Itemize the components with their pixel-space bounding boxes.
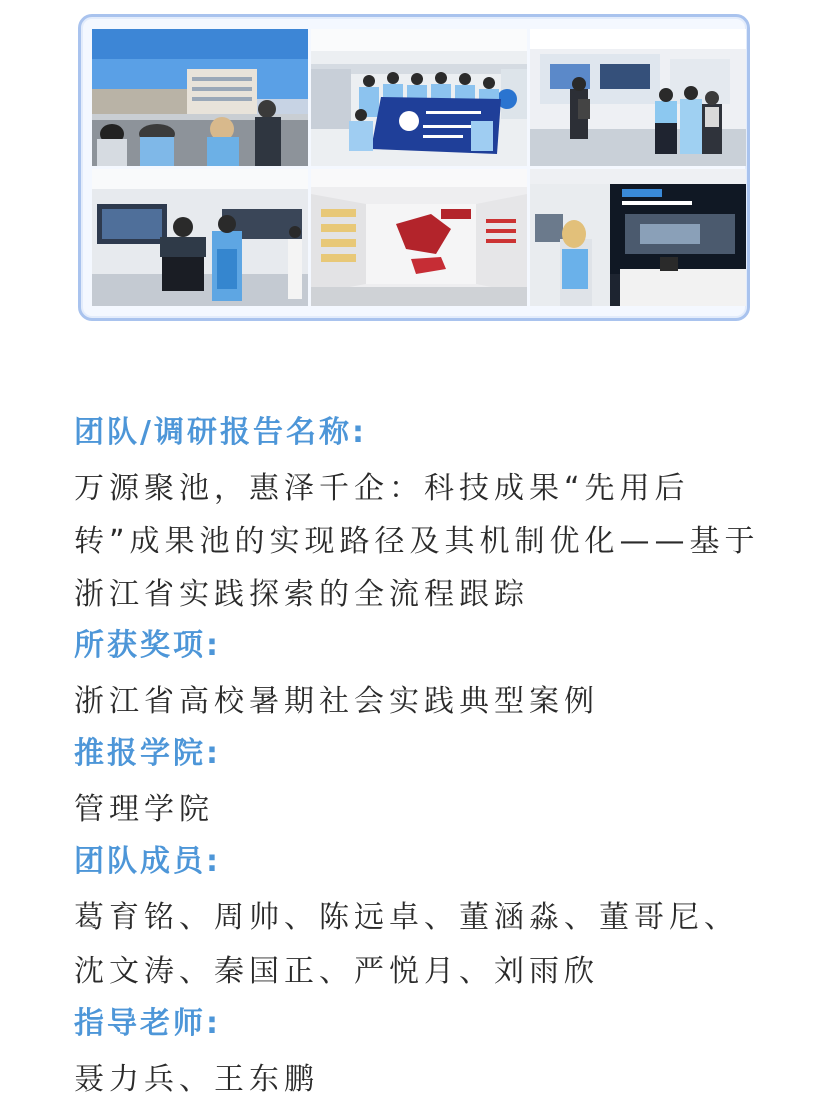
photo-exhibition-hall — [530, 29, 746, 166]
advisors-label: 指导老师: — [74, 1006, 221, 1041]
award-info — [74, 408, 764, 1107]
advisors-value: 聂力兵、王东鹏 — [74, 1062, 319, 1097]
photo-grid — [92, 29, 744, 308]
photo-team-flag — [311, 29, 527, 166]
college-label: 推报学院: — [74, 736, 221, 771]
photo-outdoor-terrace — [92, 29, 308, 166]
report-name-value: 万源聚池，惠泽千企：科技成果“先用后转”成果池的实现路径及其机制优化——基于浙江省实践探索的全流程跟踪 — [74, 471, 760, 612]
members-value: 葛育铭、周帅、陈远卓、董涵淼、董哥尼、沈文涛、秦国正、严悦月、刘雨欣 — [74, 900, 739, 989]
report-name-label: 团队/调研报告名称: — [74, 415, 367, 450]
members-label: 团队成员: — [74, 844, 221, 879]
photo-red-display-wall — [311, 169, 527, 306]
award-label: 所获奖项: — [74, 628, 221, 663]
photo-screen-room — [92, 169, 308, 306]
college-value: 管理学院 — [74, 792, 214, 827]
photo-tech-display — [530, 169, 746, 306]
photo-collage-frame — [78, 14, 750, 321]
award-value: 浙江省高校暑期社会实践典型案例 — [74, 684, 599, 719]
